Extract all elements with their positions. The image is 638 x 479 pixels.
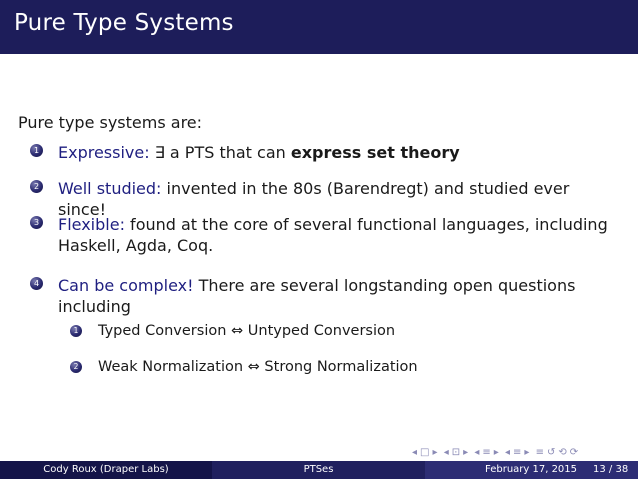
item-number-badge: 2 [30,180,43,193]
item-lead: Can be complex! [58,276,194,295]
intro-text: Pure type systems are: [18,113,203,132]
item-text: found at the core of several functional languages, including Haskell, Agda, Coq. [58,215,608,255]
nav-prev-icon[interactable]: ◂ [504,447,511,458]
slide-title: Pure Type Systems [14,10,234,36]
nav-section-icon[interactable]: ≡ [482,447,491,458]
nav-next-icon[interactable]: ▸ [463,447,469,458]
subitem-number-badge: 2 [70,361,82,373]
subitem-text: Typed Conversion ⇔ Untyped Conversion [98,323,396,339]
item-number-badge: 1 [30,144,43,157]
item-emphasis: express set theory [290,143,460,162]
nav-search-forward-icon[interactable]: ⟳ [569,447,579,458]
slide-footer [0,461,638,479]
nav-prev-icon[interactable]: ◂ [474,447,480,458]
footer-date: February 17, 2015 [485,464,578,475]
item-text: invented in the 80s (Barendregt) and studied ever since! [58,179,570,219]
slide-header [0,0,638,54]
nav-search-back-icon[interactable]: ⟲ [558,447,567,458]
item-text: ∃ a PTS that can [149,143,291,162]
item-lead: Flexible: [58,215,125,234]
nav-prev-icon[interactable]: ◂ [443,447,449,458]
subitem-number-badge: 1 [70,325,82,337]
item-lead: Expressive: [58,143,150,162]
nav-back-icon[interactable]: ↺ [547,447,556,458]
nav-subsection-icon[interactable]: ⊡ [451,447,461,458]
nav-prev-icon[interactable]: ◂ [412,447,418,458]
nav-next-icon[interactable]: ▸ [432,447,438,458]
nav-frame-icon[interactable]: □ [420,447,430,458]
nav-align-icon[interactable]: ≡ [535,447,545,458]
footer-short-title: PTSes [212,461,425,479]
item-lead: Well studied: [58,179,162,198]
footer-date-page [425,461,638,479]
footer-author: Cody Roux (Draper Labs) [0,461,212,479]
item-number-badge: 4 [30,277,43,290]
nav-document-icon[interactable]: ≡ [513,447,522,458]
item-number-badge: 3 [30,216,43,229]
nav-next-icon[interactable]: ▸ [524,447,530,458]
nav-next-icon[interactable]: ▸ [493,447,499,458]
subitem-text: Weak Normalization ⇔ Strong Normalization [98,359,418,375]
footer-page-number: 13 / 38 [593,464,629,475]
beamer-navigation-symbols[interactable] [412,447,632,459]
item-text: There are several longstanding open questions including [58,276,576,316]
